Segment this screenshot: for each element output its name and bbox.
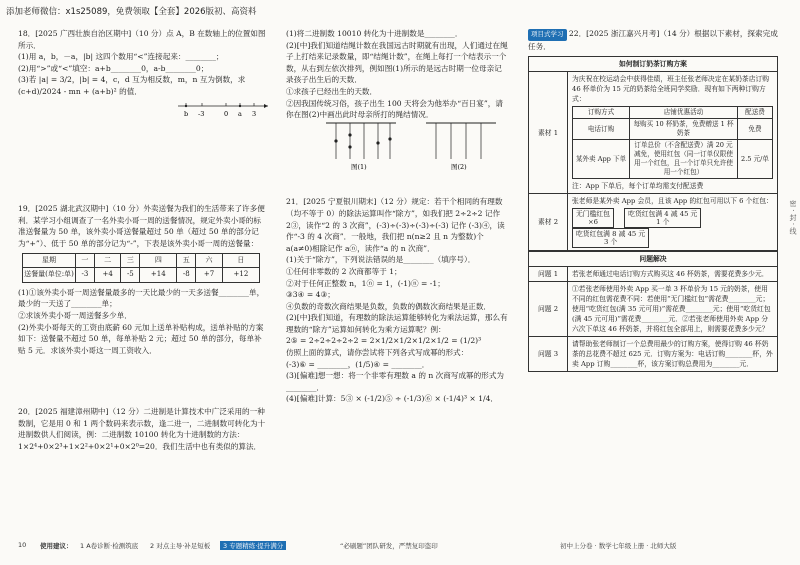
- q21-part3: (3)[偏难]想一想：将一个非零有理数 a 的 n 次商写成幂的形式为________．: [286, 371, 505, 392]
- material-1-note: 注：App 下单后，每个订单均需支付配送费: [572, 182, 704, 191]
- axis-label-0: 0: [224, 109, 229, 118]
- red-packet-count: ×6: [587, 218, 598, 227]
- problem-1-row: [529, 267, 777, 282]
- number-line-figure: [18, 98, 268, 120]
- red-packet-label: 吃货红包满 4 减 45 元: [628, 210, 698, 219]
- table-row: [23, 268, 260, 283]
- table-row: [573, 119, 773, 140]
- column-right: [528, 28, 778, 372]
- axis-label-neg3: -3: [198, 109, 205, 118]
- q21-opt3: ③3④ = 4③；: [286, 290, 335, 300]
- usage-step-3: 3 专题精练·提升满分: [220, 541, 286, 550]
- project-learning-tag: 项目式学习: [528, 29, 567, 41]
- q20-part2a: ①求孩子已经出生的天数．: [286, 86, 378, 96]
- table-header-row: [573, 107, 773, 119]
- table-cell: 免费: [738, 119, 773, 140]
- column-left: [18, 28, 268, 453]
- table-cell: 三: [121, 253, 140, 268]
- table-cell: 送餐量(单位:单): [23, 268, 76, 283]
- problem-1-text: 若张老师通过电话订购方式购买这 46 杯奶茶，需要花费多少元．: [572, 270, 769, 279]
- table-cell: +12: [222, 268, 259, 283]
- red-packet-no-threshold: [572, 208, 614, 228]
- knot-rope-figure: [286, 121, 508, 171]
- axis-label-3: 3: [252, 109, 257, 118]
- table-cell: 二: [94, 253, 121, 268]
- table-header-row: [23, 253, 260, 268]
- table-cell: 星期: [23, 253, 76, 268]
- table-cell: 店铺优惠活动: [630, 107, 738, 119]
- table-cell: 日: [222, 253, 259, 268]
- axis-label-b: b: [184, 109, 189, 118]
- q19-part1: (1)①该外卖小哥一周送餐量最多的一天比最少的一天多送餐________单，最少的一天送了________单；: [18, 287, 265, 309]
- q21-example: 2⑤ = 2÷2÷2÷2÷2 = 2×1/2×1/2×1/2×1/2 = (1/2)³: [286, 336, 482, 346]
- material-2-label: 素材 2: [529, 194, 568, 250]
- q19-part2: (2)外卖小哥每天的工资由底薪 60 元加上送单补贴构成，送单补贴的方案如下：送餐量不超过 50 单，每单补贴 2 元；超过 50 单的部分，每单补贴 5 元．求该外卖小哥这一周工资收入．: [18, 322, 264, 355]
- order-methods-table: [572, 106, 773, 179]
- table-cell: +14: [140, 268, 177, 283]
- table-cell: -5: [121, 268, 140, 283]
- q18-header: 18．[2025 广西壮族自治区期中]（10 分）点 A，B 在数轴上的位置如图所示．: [18, 29, 266, 50]
- figure-1-caption: 图(1): [351, 162, 367, 171]
- q18-part3-expr: (c+d)/2024 - mn + (a+b)² 的值．: [18, 86, 142, 96]
- table-cell: 每购买 10 杯奶茶，免费赠送 1 杯奶茶: [630, 119, 738, 140]
- problem-2-row: [529, 282, 777, 337]
- table-cell: +4: [94, 268, 121, 283]
- material-2-text: 张老师是某外卖 App 会员，且该 App 的红包可用以下 6 个红包：: [572, 197, 773, 206]
- table-cell: 配送费: [738, 107, 773, 119]
- problem-3-label: 问题 3: [529, 337, 568, 371]
- table-cell: 一: [76, 253, 95, 268]
- table-cell: 六: [196, 253, 223, 268]
- material-1-text: 为庆祝在校运动会中获得佳绩，班主任张老师决定在某奶茶店订购 46 杯单价为 15 元的奶茶给全班同学奖励．现有如下两种订购方式：: [572, 75, 770, 104]
- q21-instruction: 仿照上面的算式，请你尝试将下列各式写成幂的形式：: [286, 348, 469, 358]
- footer-center: “必刷题”团队研发，严禁复印盗印: [340, 542, 438, 550]
- q20-part1: (1)将二进制数 10010 转化为十进制数是________．: [286, 29, 463, 38]
- page-number: 10: [18, 541, 27, 549]
- binding-line-label: 密 · 封 · 线: [789, 200, 797, 235]
- usage-label: 使用建议：: [40, 542, 73, 550]
- material-1-label: 素材 1: [529, 72, 568, 193]
- axis-label-a: a: [238, 109, 242, 118]
- q18-part2: (2)用“>”或“<”填空：a+b________0，a-b________0；: [18, 63, 209, 73]
- red-packet-label: 无门槛红包: [576, 210, 610, 219]
- delivery-table: [22, 253, 260, 283]
- table-cell: -3: [76, 268, 95, 283]
- q21-part1: (1)关于“除方”，下列说法错误的是________（填序号）．: [286, 255, 476, 265]
- q19-header: 19．[2025 湖北武汉期中]（10 分）外卖送餐为我们的生活带来了许多便利．某学习小组调查了一名外卖小哥一周的送餐情况，规定外卖小哥的标准送餐量为 50 单，该外卖小哥送餐量超过 50 单（超过 50 单的部分记为“+”）、低于 50 单的部分记为“-”，下表是该外卖小哥一周的送餐量：: [18, 204, 265, 248]
- q18-part1: (1)用 a，b，－a，|b| 这四个数用“<”连接起来：________；: [18, 52, 224, 62]
- material-title: 如何制订奶茶订购方案: [529, 57, 777, 72]
- q21-opt2: ②对于任何正整数 n，1ⓝ = 1，(-1)ⓝ = -1；: [286, 278, 445, 288]
- q20-part2: (2)[中]我们知道结绳计数在我国远古时期就有出现，人们通过在绳子上打结来记录数量，即“结绳计数”，在绳上每打一个结表示一个数，从右到左依次排列，例如图(1)所示的是远古时期一位母亲记录孩子出生后的天数．: [286, 40, 508, 85]
- q19-part1b: ②求该外卖小哥一周送餐多少单．: [18, 310, 132, 320]
- promo-note: 添加老师微信：x1s25089，免费领取【全套】2026版初、高资料: [6, 7, 257, 17]
- column-middle: [286, 28, 508, 405]
- table-cell: 某外卖 App 下单: [573, 140, 630, 179]
- table-cell: -8: [177, 268, 196, 283]
- table-cell: 四: [140, 253, 177, 268]
- red-packet-foodie-45: [572, 228, 649, 248]
- q21-opt4: ④负数的奇数次商结果是负数，负数的偶数次商结果是正数．: [286, 301, 492, 311]
- q22-material-table: [528, 56, 778, 372]
- q20-part2b: ②因我国传统习俗，孩子出生 100 天将会为他举办“百日宴”，请你在图(2)中画出此时母亲所打的绳结情况．: [286, 98, 503, 120]
- red-packet-foodie-35: [624, 208, 701, 228]
- table-cell: 五: [177, 253, 196, 268]
- material-2-row: [529, 194, 777, 251]
- q21-opt1: ①任何非零数的 2 次商都等于 1；: [286, 266, 402, 276]
- q21-part2-blanks: (-3)⑥ = ________，(1/5)④ = ________．: [286, 359, 430, 369]
- figure-2-caption: 图(2): [451, 162, 467, 171]
- red-packet-count: 3 个: [603, 238, 618, 247]
- problem-2-text: ①若张老师使用外卖 App 买一单 3 杯单价为 15 元的奶茶，使用不同的红包需花费不同：若使用“无门槛红包”需花费________元；使用“吃货红包(满 35 元可用)”需花费________元；使用“吃货红包(满 45 元可用)”需花费________元．②若张老师使用外卖 App 分六次下单这 46 杯奶茶，并将红包全部用上，则需要花费多少元？: [572, 285, 771, 334]
- usage-step-2: 2 对点主导·补足短板: [150, 542, 211, 550]
- footer-book-title: 初中上分卷 · 数学七年级上册 · 北师大版: [560, 542, 677, 550]
- table-cell: 2.5 元/单: [738, 140, 773, 179]
- q22-header: [528, 28, 778, 52]
- table-cell: +7: [196, 268, 223, 283]
- problem-3-text: 请帮助张老师制订一个总费用最少的订购方案，使得订购 46 杯奶茶的总花费不超过 625 元．订购方案为：电话订购________杯，外卖 App 订购________杯，该方案订购总费用为________元．: [572, 340, 773, 369]
- red-packet-count: 1 个: [656, 218, 670, 227]
- solve-title: 问题解决: [529, 251, 777, 267]
- material-1-row: [529, 72, 777, 194]
- table-cell: 订购方式: [573, 107, 630, 119]
- problem-2-label: 问题 2: [529, 282, 568, 336]
- q21-part2: (2)[中]我们知道，有理数的除法运算能够转化为乘法运算，那么有理数的“除方”运算如何转化为乘方运算呢？例：: [286, 313, 508, 334]
- q18-part3: (3)若 |a| = 3/2，|b| = 4，c，d 互为相反数，m，n 互为倒数，求: [18, 75, 246, 85]
- red-packet-label: 吃货红包满 8 减 45 元: [576, 230, 646, 239]
- table-cell: 电话订购: [573, 119, 630, 140]
- q22-header-text: 22．[2025 浙江嘉兴月考]（14 分）根据以下素材，探索完成任务．: [528, 29, 778, 51]
- problem-3-row: [529, 337, 777, 371]
- q21-header: 21．[2025 宁夏银川期末]（12 分）规定：若干个相同的有理数（均不等于 0）的除法运算叫作“除方”，如我们把 2÷2÷2 记作 2③，读作“2 的 3 次商”，(-3)÷(-3)÷(-3)÷(-3) 记作 (-3)④，读作“-3 的 4 次商”．一般地，我们把 n(n≥2 且 n 为整数)个 a(a≠0)相除记作 aⓝ，读作“a 的 n 次商”．: [286, 197, 505, 253]
- usage-step-1: 1 A卷诊断·检测筑底: [80, 542, 139, 550]
- table-cell: 订单总价（不含配送费）满 20 元减免，使用红包（同一订单仅限使用一个红包，且一个订单只允许使用一个红包）: [630, 140, 738, 179]
- q21-part4: (4)[偏难]计算：5③ × (-1/2)⑤ ÷ (-1/3)⑥ × (-1/4)³ × 1/4．: [286, 394, 499, 404]
- problem-1-label: 问题 1: [529, 267, 568, 281]
- table-row: [573, 140, 773, 179]
- q20-header: 20．[2025 福建漳州期中]（12 分）二进制是计算技术中广泛采用的一种数制，它是用 0 和 1 两个数码来表示数，逢二进一，二进制数可转化为十进制数供人们阅读，例：二进制数 10100 转化为十进制数的方法：1×2⁴+0×2³+1×2²+0×2¹+0×2⁰=20．我们生活中也有类似的算法．: [18, 407, 266, 452]
